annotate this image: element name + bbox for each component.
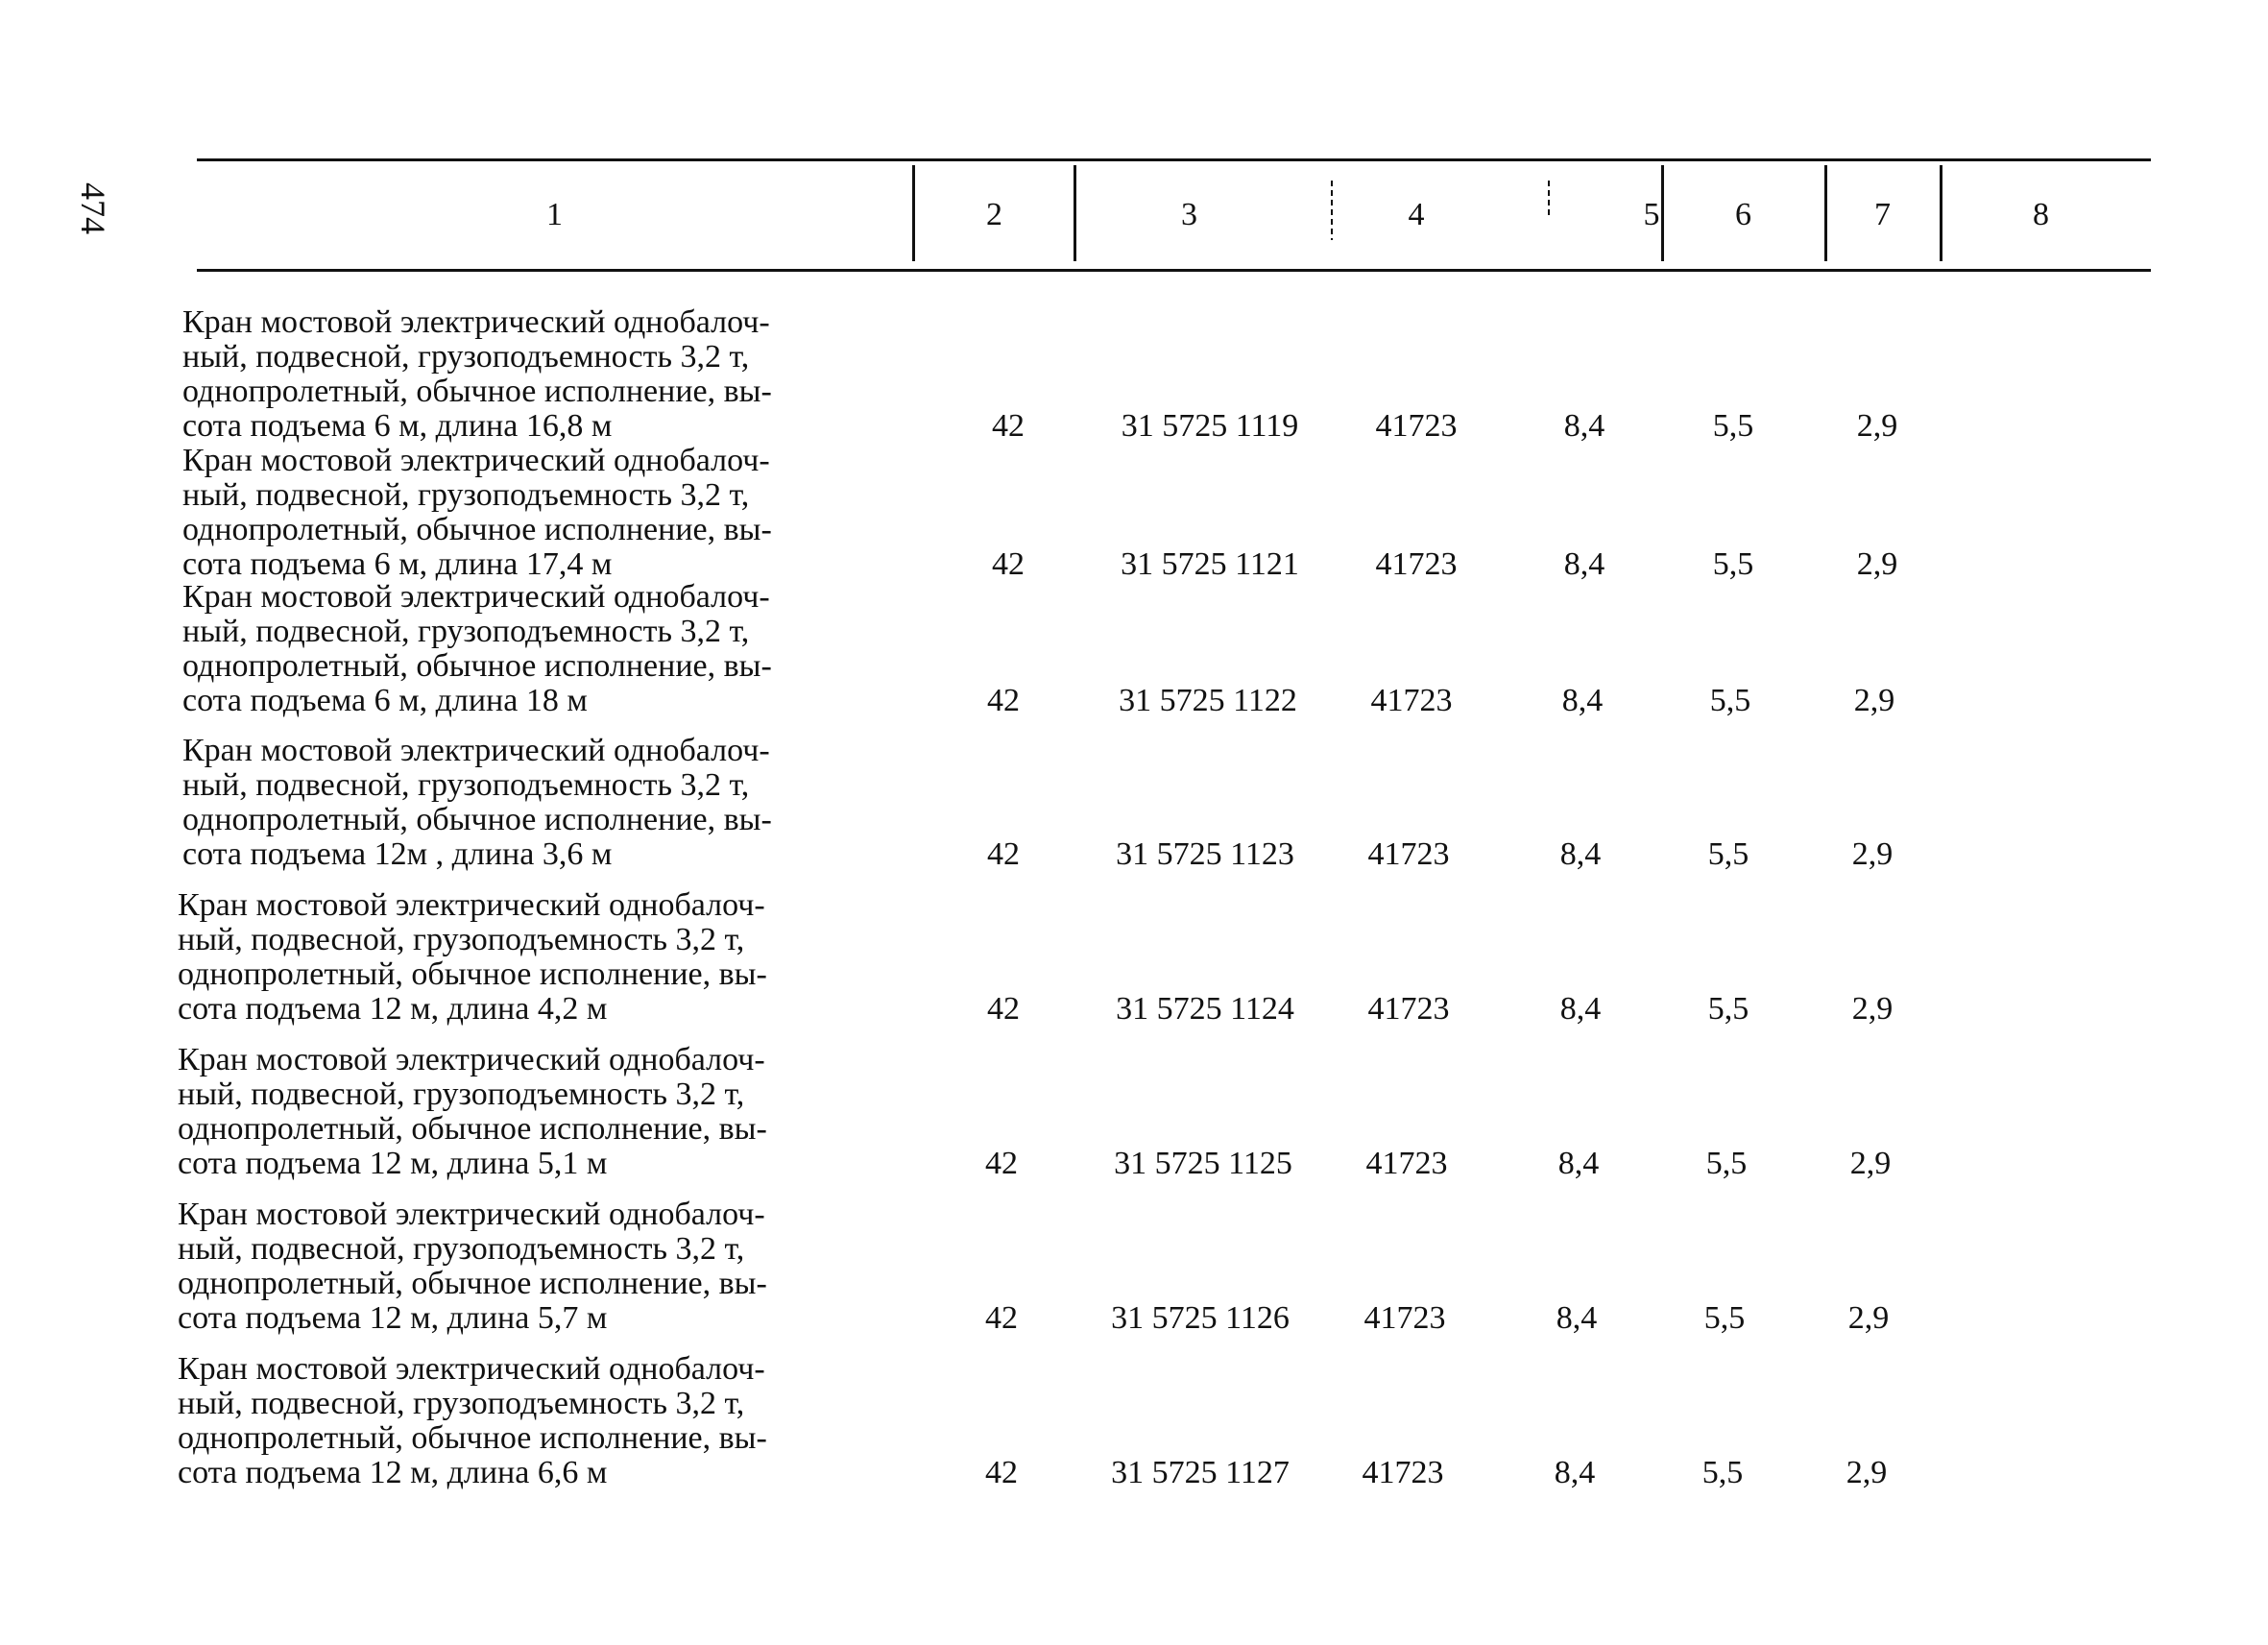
description-line: однопролетный, обычное исполнение, вы- — [178, 1111, 767, 1147]
description-line: Кран мостовой электрический однобалоч- — [182, 443, 770, 478]
cell-col-6: 5,5 — [1707, 991, 1749, 1027]
cell-col-4: 41723 — [1367, 991, 1450, 1027]
cell-col-7: 2,9 — [1847, 1300, 1890, 1336]
description-line: сота подъема 12 м, длина 5,1 м — [178, 1146, 608, 1181]
cell-col-3: 31 5725 1125 — [1114, 1146, 1292, 1181]
item-description — [178, 1352, 917, 1490]
description-line: ный, подвесной, грузоподъемность 3,2 т, — [178, 1231, 745, 1267]
cell-col-6: 5,5 — [1701, 1455, 1744, 1490]
description-line: однопролетный, обычное исполнение, вы- — [182, 802, 772, 837]
item-description — [182, 305, 922, 444]
cell-col-7: 2,9 — [1846, 1455, 1888, 1490]
cell-col-3: 31 5725 1122 — [1119, 683, 1297, 718]
cell-col-5: 8,4 — [1554, 1455, 1596, 1490]
description-line: ный, подвесной, грузоподъемность 3,2 т, — [178, 922, 745, 957]
header-divider — [1548, 181, 1550, 219]
description-line: ный, подвесной, грузоподъемность 3,2 т, — [178, 1386, 745, 1421]
cell-col-5: 8,4 — [1559, 836, 1602, 872]
description-line: сота подъема 12м , длина 3,6 м — [182, 836, 613, 872]
description-line: однопролетный, обычное исполнение, вы- — [178, 956, 767, 992]
item-description — [178, 888, 917, 1027]
cell-col-4: 41723 — [1363, 1300, 1446, 1336]
header-col-6: 6 — [1735, 197, 1751, 232]
cell-col-2: 42 — [987, 991, 1020, 1027]
description-line: сота подъема 6 м, длина 17,4 м — [182, 546, 613, 582]
description-line: Кран мостовой электрический однобалоч- — [178, 1197, 765, 1232]
cell-col-5: 8,4 — [1563, 408, 1605, 444]
cell-col-2: 42 — [992, 546, 1025, 582]
cell-col-4: 41723 — [1370, 683, 1453, 718]
cell-col-6: 5,5 — [1712, 408, 1754, 444]
cell-col-4: 41723 — [1375, 408, 1458, 444]
cell-col-7: 2,9 — [1853, 683, 1895, 718]
header-col-2: 2 — [986, 197, 1002, 232]
cell-col-5: 8,4 — [1561, 683, 1604, 718]
cell-col-3: 31 5725 1127 — [1111, 1455, 1290, 1490]
cell-col-6: 5,5 — [1712, 546, 1754, 582]
cell-col-6: 5,5 — [1705, 1146, 1748, 1181]
table-header-bottom-rule — [197, 269, 2151, 272]
header-col-1: 1 — [546, 197, 563, 232]
cell-col-7: 2,9 — [1856, 408, 1898, 444]
description-line: ный, подвесной, грузоподъемность 3,2 т, — [182, 339, 750, 375]
header-col-5: 5 — [1643, 197, 1660, 232]
cell-col-7: 2,9 — [1851, 991, 1894, 1027]
cell-col-3: 31 5725 1123 — [1116, 836, 1294, 872]
page-number: 474 — [74, 182, 112, 234]
item-description — [182, 734, 922, 872]
cell-col-2: 42 — [985, 1146, 1018, 1181]
cell-col-5: 8,4 — [1563, 546, 1605, 582]
header-col-4: 4 — [1408, 197, 1425, 232]
description-line: однопролетный, обычное исполнение, вы- — [182, 374, 772, 409]
cell-col-6: 5,5 — [1707, 836, 1749, 872]
item-description — [182, 444, 922, 582]
cell-col-7: 2,9 — [1851, 836, 1894, 872]
table-header — [197, 161, 2151, 269]
description-line: сота подъема 12 м, длина 4,2 м — [178, 991, 608, 1027]
description-line: сота подъема 6 м, длина 18 м — [182, 683, 588, 718]
description-line: однопролетный, обычное исполнение, вы- — [182, 648, 772, 684]
description-line: однопролетный, обычное исполнение, вы- — [178, 1420, 767, 1456]
description-line: Кран мостовой электрический однобалоч- — [182, 733, 770, 768]
description-line: Кран мостовой электрический однобалоч- — [182, 304, 770, 340]
cell-col-7: 2,9 — [1856, 546, 1898, 582]
cell-col-2: 42 — [985, 1300, 1018, 1336]
description-line: ный, подвесной, грузоподъемность 3,2 т, — [178, 1077, 745, 1112]
description-line: ный, подвесной, грузоподъемность 3,2 т, — [182, 614, 750, 649]
cell-col-3: 31 5725 1119 — [1121, 408, 1299, 444]
cell-col-2: 42 — [987, 683, 1020, 718]
header-col-8: 8 — [2033, 197, 2049, 232]
cell-col-6: 5,5 — [1703, 1300, 1746, 1336]
cell-col-3: 31 5725 1126 — [1111, 1300, 1290, 1336]
cell-col-5: 8,4 — [1557, 1146, 1600, 1181]
description-line: ный, подвесной, грузоподъемность 3,2 т, — [182, 477, 750, 513]
cell-col-4: 41723 — [1365, 1146, 1448, 1181]
cell-col-2: 42 — [992, 408, 1025, 444]
description-line: Кран мостовой электрический однобалоч- — [182, 579, 770, 615]
description-line: однопролетный, обычное исполнение, вы- — [178, 1266, 767, 1301]
description-line: Кран мостовой электрический однобалоч- — [178, 1042, 765, 1077]
header-col-3: 3 — [1181, 197, 1197, 232]
cell-col-2: 42 — [985, 1455, 1018, 1490]
cell-col-2: 42 — [987, 836, 1020, 872]
cell-col-4: 41723 — [1375, 546, 1458, 582]
cell-col-4: 41723 — [1367, 836, 1450, 872]
description-line: ный, подвесной, грузоподъемность 3,2 т, — [182, 767, 750, 803]
header-col-7: 7 — [1874, 197, 1891, 232]
header-divider — [1331, 181, 1333, 240]
description-line: сота подъема 12 м, длина 6,6 м — [178, 1455, 608, 1490]
description-line: Кран мостовой электрический однобалоч- — [178, 1351, 765, 1387]
cell-col-3: 31 5725 1121 — [1121, 546, 1299, 582]
cell-col-3: 31 5725 1124 — [1116, 991, 1294, 1027]
cell-col-4: 41723 — [1362, 1455, 1444, 1490]
cell-col-5: 8,4 — [1556, 1300, 1598, 1336]
cell-col-6: 5,5 — [1709, 683, 1751, 718]
description-line: однопролетный, обычное исполнение, вы- — [182, 512, 772, 547]
cell-col-5: 8,4 — [1559, 991, 1602, 1027]
description-line: сота подъема 6 м, длина 16,8 м — [182, 408, 613, 444]
item-description — [182, 580, 922, 718]
description-line: сота подъема 12 м, длина 5,7 м — [178, 1300, 608, 1336]
item-description — [178, 1197, 917, 1336]
cell-col-7: 2,9 — [1849, 1146, 1892, 1181]
description-line: Кран мостовой электрический однобалоч- — [178, 887, 765, 923]
item-description — [178, 1043, 917, 1181]
